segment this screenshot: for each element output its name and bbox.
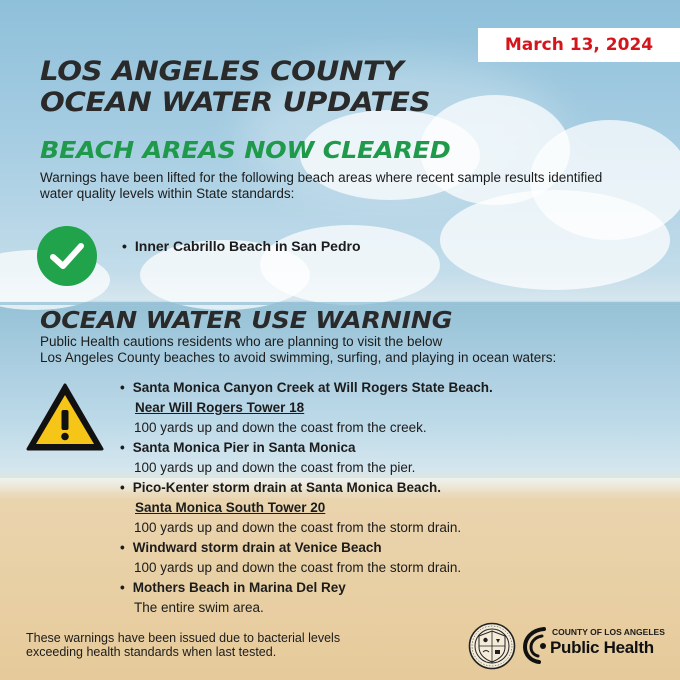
logo-county-text: COUNTY OF LOS ANGELES bbox=[552, 627, 665, 637]
list-item bbox=[120, 578, 660, 618]
cloud bbox=[440, 190, 670, 290]
warning-triangle-icon bbox=[26, 382, 104, 452]
checkmark-icon bbox=[37, 226, 97, 286]
beach-note: 100 yards up and down the coast from the pier. bbox=[134, 460, 416, 475]
title-line-1: LOS ANGELES COUNTY bbox=[40, 56, 404, 87]
cleared-beach-item: • Inner Cabrillo Beach in San Pedro bbox=[122, 238, 361, 254]
horizon-line bbox=[0, 302, 680, 305]
cleared-heading: BEACH AREAS NOW CLEARED bbox=[40, 138, 451, 164]
beach-name: • Windward storm drain at Venice Beach bbox=[120, 538, 660, 558]
beach-name: • Pico-Kenter storm drain at Santa Monica Beach. bbox=[120, 478, 660, 498]
beach-note: 100 yards up and down the coast from the creek. bbox=[134, 420, 427, 435]
warning-description-line-1: Public Health cautions residents who are planning to visit the below bbox=[40, 334, 443, 349]
warning-beach-list bbox=[120, 378, 660, 618]
beach-note: 100 yards up and down the coast from the storm drain. bbox=[134, 560, 462, 575]
beach-note: The entire swim area. bbox=[134, 600, 264, 615]
cloud bbox=[260, 225, 440, 305]
title-line-2: OCEAN WATER UPDATES bbox=[40, 87, 431, 118]
public-health-logo bbox=[522, 624, 665, 666]
beach-name: • Santa Monica Canyon Creek at Will Rogers State Beach. bbox=[120, 378, 660, 398]
page-title bbox=[40, 56, 515, 118]
cleared-description: Warnings have been lifted for the following beach areas where recent sample results identified water quality levels within State standards: bbox=[40, 170, 603, 201]
footer-line-2: exceeding health standards when last tested. bbox=[26, 645, 277, 659]
beach-name: • Santa Monica Pier in Santa Monica bbox=[120, 438, 660, 458]
list-item bbox=[120, 378, 660, 438]
list-item bbox=[120, 478, 660, 538]
beach-location: Near Will Rogers Tower 18 bbox=[135, 400, 305, 415]
warning-description bbox=[40, 334, 640, 366]
logo-name-text: Public Health bbox=[550, 638, 654, 657]
list-item bbox=[120, 438, 660, 478]
list-item bbox=[120, 538, 660, 578]
beach-location: Santa Monica South Tower 20 bbox=[135, 500, 326, 515]
warning-heading: OCEAN WATER USE WARNING bbox=[40, 308, 453, 334]
footer-disclaimer bbox=[26, 631, 426, 659]
beach-note: 100 yards up and down the coast from the storm drain. bbox=[134, 520, 462, 535]
public-health-mark-icon bbox=[522, 626, 550, 664]
date-text: March 13, 2024 bbox=[504, 35, 654, 55]
county-seal-icon bbox=[468, 622, 516, 670]
footer-line-1: These warnings have been issued due to bacterial levels bbox=[26, 631, 341, 645]
checkmark-glyph bbox=[49, 241, 85, 271]
beach-name: • Mothers Beach in Marina Del Rey bbox=[120, 578, 660, 598]
warning-description-line-2: Los Angeles County beaches to avoid swimming, surfing, and playing in ocean waters: bbox=[40, 350, 557, 365]
